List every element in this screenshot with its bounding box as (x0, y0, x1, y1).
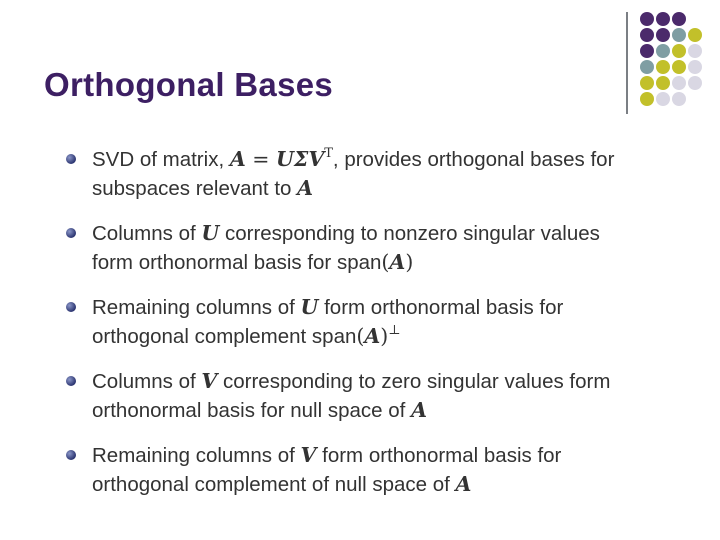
bullet-text: corresponding to nonzero singular values (219, 222, 600, 245)
decorative-dot (640, 44, 654, 58)
math-symbol: UΣV (275, 147, 325, 171)
corner-dot-pattern (0, 0, 720, 130)
bullet-line (92, 396, 696, 425)
slide-title: Orthogonal Bases (44, 66, 334, 103)
bullet-line (92, 367, 696, 396)
bullet-list (66, 145, 696, 515)
bullet-item (66, 293, 696, 351)
decorative-dot (656, 92, 670, 106)
decorative-dot (640, 76, 654, 90)
math-superscript: T (324, 146, 333, 161)
bullet-item (66, 367, 696, 425)
bullet-line (92, 248, 696, 277)
decorative-dot (672, 28, 686, 42)
bullet-line (92, 219, 696, 248)
bullet-text: form orthonormal basis for span (92, 251, 382, 274)
bullet-item (66, 145, 696, 203)
bullet-line (92, 322, 696, 351)
math-symbol: A (297, 176, 314, 200)
bullet-item (66, 219, 696, 277)
decorative-dot (656, 12, 670, 26)
math-symbol: A (364, 324, 381, 348)
math-symbol: ( (356, 324, 365, 348)
math-symbol: A (229, 147, 246, 171)
math-symbol: = (245, 147, 276, 171)
decorative-dot (640, 12, 654, 26)
decorative-dot (672, 12, 686, 26)
math-superscript: ⊥ (388, 323, 401, 338)
bullet-text: form orthonormal basis for (318, 296, 564, 319)
bullet-item (66, 441, 696, 499)
math-symbol: ( (381, 250, 390, 274)
decorative-dot (656, 60, 670, 74)
math-symbol: A (411, 398, 427, 422)
math-symbol: U (300, 295, 319, 319)
decorative-dot (640, 60, 654, 74)
math-symbol: V (300, 443, 317, 467)
bullet-text: Remaining columns of (92, 296, 301, 319)
bullet-text: corresponding to zero singular values form (217, 370, 611, 393)
bullet-text: orthogonal complement of null space of (92, 473, 456, 496)
bullet-line (92, 293, 696, 322)
bullet-text: Remaining columns of (92, 444, 301, 467)
bullet-text: form orthonormal basis for (316, 444, 562, 467)
bullet-point-icon (66, 450, 76, 460)
math-symbol: V (201, 369, 218, 393)
bullet-text: , provides orthogonal bases for (332, 148, 615, 171)
math-symbol: ) (380, 324, 389, 348)
decorative-dot (688, 28, 702, 42)
decorative-dot (688, 44, 702, 58)
math-symbol: A (455, 472, 472, 496)
decorative-dot (640, 28, 654, 42)
bullet-text: orthonormal basis for null space of (92, 399, 412, 422)
bullet-point-icon (66, 228, 76, 238)
decorative-dot (672, 92, 686, 106)
bullet-text: Columns of (92, 222, 202, 245)
bullet-text: Columns of (92, 370, 202, 393)
decorative-dot (672, 76, 686, 90)
decorative-divider-line (626, 12, 628, 114)
decorative-dot (656, 28, 670, 42)
bullet-text: subspaces relevant to (92, 177, 298, 200)
decorative-dot (656, 44, 670, 58)
bullet-line (92, 470, 696, 499)
math-symbol: A (389, 250, 406, 274)
decorative-dot (672, 44, 686, 58)
bullet-point-icon (66, 302, 76, 312)
decorative-dot (672, 60, 686, 74)
decorative-dot (656, 76, 670, 90)
bullet-line (92, 441, 696, 470)
decorative-dot (688, 76, 702, 90)
math-symbol: U (201, 221, 220, 245)
bullet-line (92, 174, 696, 203)
bullet-point-icon (66, 376, 76, 386)
decorative-dot (688, 60, 702, 74)
bullet-text: SVD of matrix, (92, 148, 230, 171)
decorative-dot (640, 92, 654, 106)
bullet-line (92, 145, 696, 174)
bullet-text: orthogonal complement span (92, 325, 357, 348)
math-symbol: ) (405, 250, 414, 274)
bullet-point-icon (66, 154, 76, 164)
